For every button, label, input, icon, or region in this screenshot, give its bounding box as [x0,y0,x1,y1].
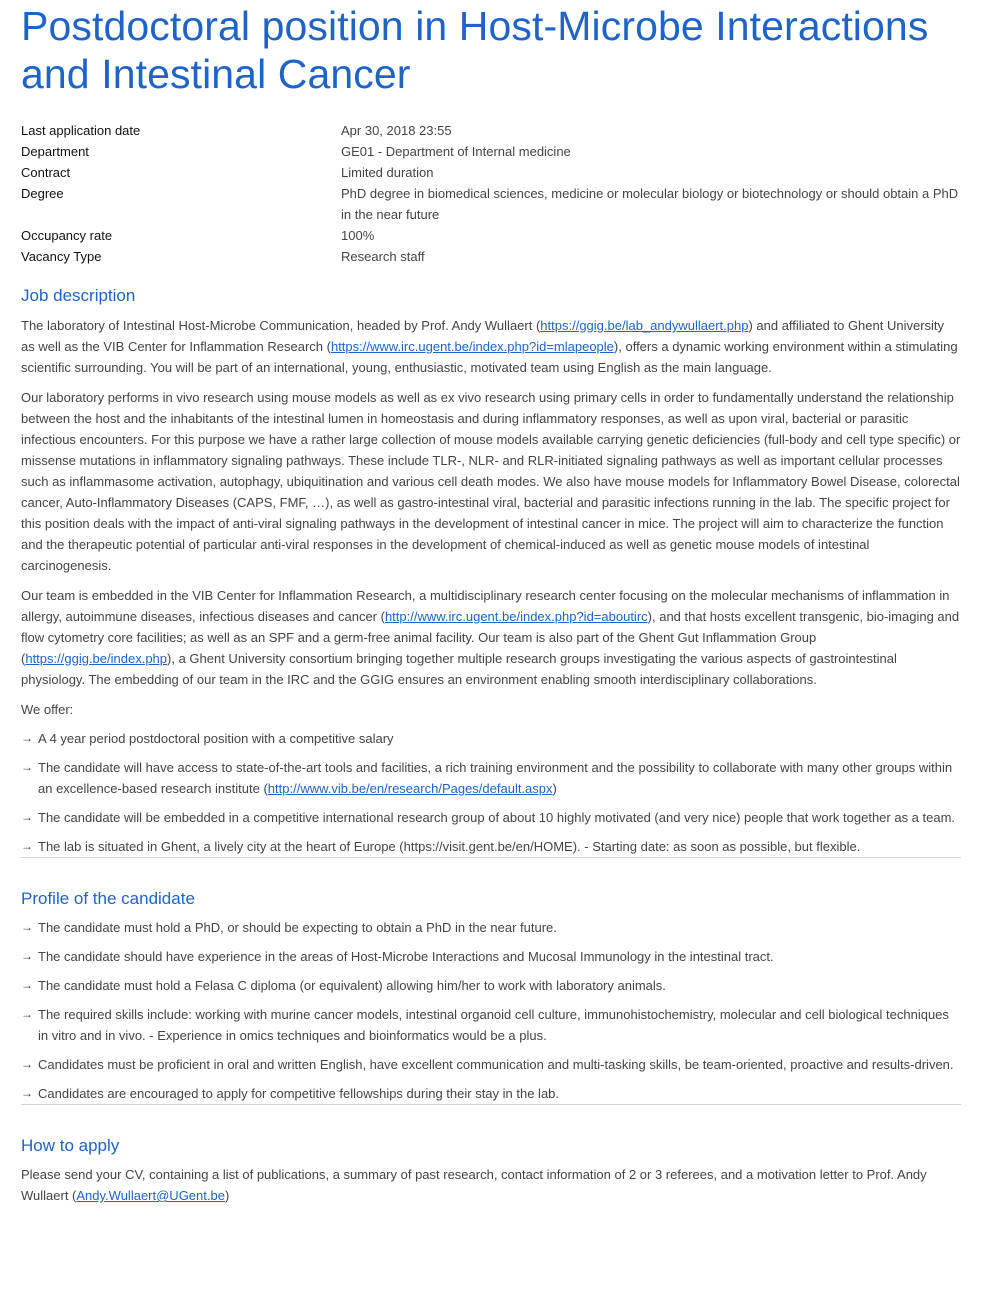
arrow-right-icon: → [21,760,33,774]
job-description-paragraph [21,315,961,378]
meta-label: Contract [21,165,71,180]
list-item [21,807,961,828]
meta-value: Apr 30, 2018 23:55 [341,123,452,138]
meta-label: Department [21,144,89,159]
arrow-right-icon: → [21,1057,33,1071]
meta-row [21,246,961,267]
list-item [21,1054,961,1075]
paragraph-text: ), offers a dynamic working environment within a stimulating scientific surrounding. You will be part of an international, young, enthusiastic, motivated team using English as the main language. [21,339,958,375]
paragraph-text: Our team is embedded in the VIB Center for Inflammation Research, a multidisciplinary research center focusing on the molecular mechanisms of inflammation in allergy, autoimmune diseases, infectious diseases and cancer ( [21,588,950,624]
list-item [21,975,961,996]
meta-value: 100% [341,228,375,243]
job-description-paragraph: Our laboratory performs in vivo research using mouse models as well as ex vivo research using primary cells in order to fundamentally understand the relationship between the host and the inhabitants of the intestinal lumen in homeostasis and during inflammatory responses, as well as upon viral, bacterial or parasitic infectious encounters. For this purpose we have a rather large collection of mouse models available carrying genetic deficiencies (full-body and cell type specific) or missense mutations in inflammatory signaling pathways. These include TLR-, NLR- and RLR-initiated signaling pathways as well as important cellular processes such as inflammasome activation, autophagy, ubiquitination and various cell death modes. We also have mouse models for Inflammatory Bowel Disease, colorectal cancer, Auto-Inflammatory Diseases (CAPS, FMF, …), as well as gastro-intestinal viral, bacterial and parasitic infections running in the lab. The specific project for this position deals with the impact of anti-viral signaling pathways in the development of intestinal cancer in mice. The project will aim to characterize the function and the therapeutic potential of particular anti-viral responses in the development of chemical-induced as well as genetic mouse models of intestinal carcinogenesis. [21,390,961,573]
paragraph-text: ) [224,1188,230,1203]
meta-label: Occupancy rate [21,228,113,243]
arrow-right-icon: → [21,810,33,824]
meta-label: Last application date [21,123,141,138]
list-item [21,836,961,857]
list-item-text: The candidate will have access to state-of-the-art tools and facilities, a rich training environment and the possibility to collaborate with many other groups within an excellence-based research institute ( [38,760,953,796]
how-to-apply-heading: How to apply [21,1136,120,1155]
arrow-right-icon: → [21,920,33,934]
arrow-right-icon: → [21,1086,33,1100]
paragraph-text: Please send your CV, containing a list of publications, a summary of past research, contact information of 2 or 3 referees, and a motivation letter to Prof. Andy Wullaert ( [21,1167,927,1203]
job-description-heading: Job description [21,286,136,305]
list-item [21,1004,961,1046]
list-item-text: The required skills include: working with murine cancer models, intestinal organoid cell culture, immunohistochemistry, molecular and cell biological techniques in vitro and in vivo. - Experience in omics techniques and bioinformatics would be a plus. [38,1007,949,1043]
meta-value: Limited duration [341,165,434,180]
list-item-text: The candidate must hold a Felasa C diploma (or equivalent) allowing him/her to work with laboratory animals. [38,978,666,993]
list-item-text: The candidate should have experience in the areas of Host-Microbe Interactions and Mucosal Immunology in the intestinal tract. [38,949,774,964]
profile-heading: Profile of the candidate [21,889,195,908]
arrow-right-icon: → [21,949,33,963]
offer-list [21,728,961,857]
section-divider [21,1104,961,1105]
meta-row [21,141,961,162]
paragraph-text: ), a Ghent University consortium bringing together multiple research groups investigating the various aspects of gastrointestinal physiology. The embedding of our team in the IRC and the GGIG ensures an environment enabling smooth interdisciplinary collaborations. [21,651,897,687]
profile-list [21,917,961,1104]
meta-value: GE01 - Department of Internal medicine [341,144,571,159]
meta-row [21,225,961,246]
list-item-text: Candidates are encouraged to apply for competitive fellowships during their stay in the lab. [38,1086,560,1101]
arrow-right-icon: → [21,978,33,992]
list-item [21,1083,961,1104]
how-to-apply-text [21,1164,961,1206]
vacancy-meta [21,120,961,267]
job-description-paragraph [21,585,961,690]
arrow-right-icon: → [21,1007,33,1021]
list-item-text: The candidate must hold a PhD, or should be expecting to obtain a PhD in the near future. [38,920,557,935]
arrow-right-icon: → [21,839,33,853]
list-item [21,946,961,967]
list-item-text: ) [552,781,557,796]
page-title: Postdoctoral position in Host-Microbe Interactions and Intestinal Cancer [21,3,929,97]
ggig-link[interactable]: https://ggig.be/index.php [25,651,168,666]
section-divider [21,857,961,858]
irc-people-link[interactable]: https://www.irc.ugent.be/index.php?id=mlapeople [330,339,614,354]
list-item [21,757,961,799]
list-item [21,917,961,938]
meta-label: Degree [21,186,64,201]
vib-research-link[interactable]: http://www.vib.be/en/research/Pages/default.aspx [267,781,553,796]
paragraph-text: ) and affiliated to Ghent University as well as the VIB Center for Inflammation Research ( [21,318,945,354]
meta-row [21,120,961,141]
meta-row [21,183,961,225]
meta-value: Research staff [341,249,425,264]
list-item-text: A 4 year period postdoctoral position with a competitive salary [38,731,394,746]
irc-about-link[interactable]: http://www.irc.ugent.be/index.php?id=aboutirc [384,609,648,624]
list-item [21,728,961,749]
paragraph-text: The laboratory of Intestinal Host-Microbe Communication, headed by Prof. Andy Wullaert ( [21,318,541,333]
arrow-right-icon: → [21,731,33,745]
meta-row [21,162,961,183]
lab-website-link[interactable]: https://ggig.be/lab_andywullaert.php [540,318,749,333]
offer-intro: We offer: [21,702,74,717]
paragraph-text: ), and that hosts excellent transgenic, bio-imaging and flow cytometry core facilities; as well as an SPF and a germ-free animal facility. Our team is also part of the Ghent Gut Inflammation Group ( [21,609,960,666]
meta-label: Vacancy Type [21,249,102,264]
contact-email-link[interactable]: Andy.Wullaert@UGent.be [76,1188,225,1203]
list-item-text: Candidates must be proficient in oral and written English, have excellent communication and multi-tasking skills, be team-oriented, proactive and results-driven. [38,1057,954,1072]
list-item-text: The candidate will be embedded in a competitive international research group of about 10 highly motivated (and very nice) people that work together as a team. [38,810,956,825]
meta-value: PhD degree in biomedical sciences, medicine or molecular biology or biotechnology or should obtain a PhD in the near future [341,186,959,222]
list-item-text: The lab is situated in Ghent, a lively city at the heart of Europe (https://visit.gent.be/en/HOME). - Starting date: as soon as possible, but flexible. [38,839,861,854]
